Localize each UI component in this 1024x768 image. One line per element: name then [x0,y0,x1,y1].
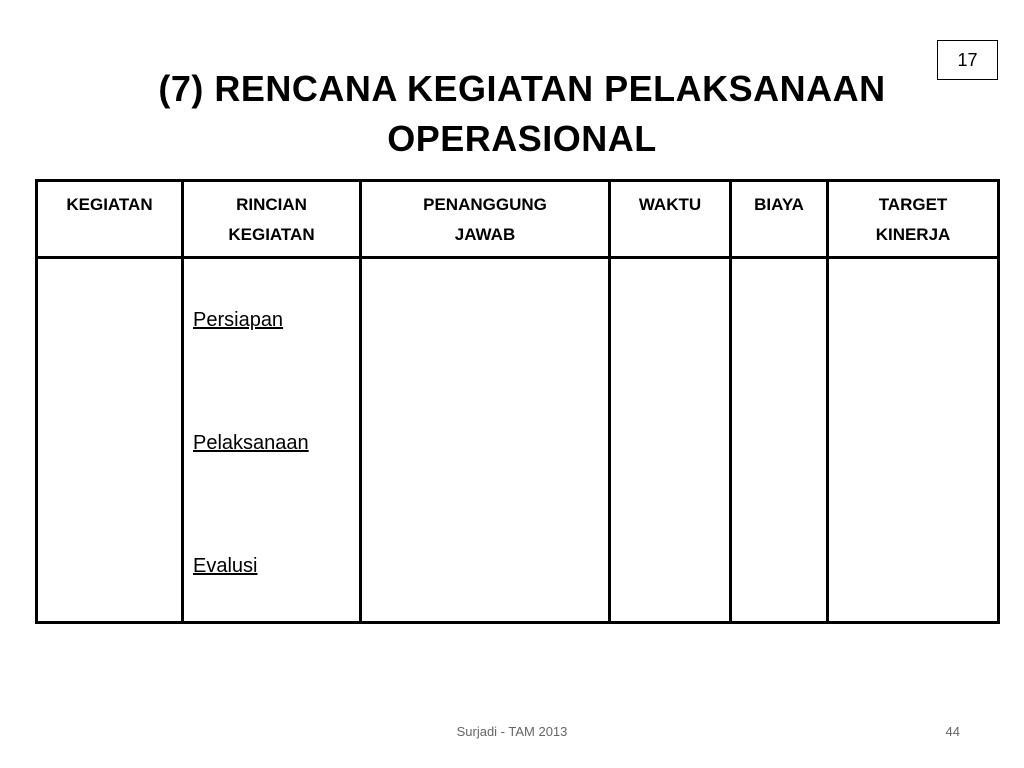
header-line: TARGET [878,195,948,214]
slide-number-badge: 17 [937,40,998,80]
header-waktu [610,181,731,258]
header-penanggung-jawab [361,181,610,258]
title-line-2: OPERASIONAL [387,118,657,159]
footer-text: Surjadi - TAM 2013 [456,724,568,739]
header-line: KEGIATAN [66,195,153,214]
cell-target-kinerja [828,258,999,623]
page-title [60,64,984,164]
header-target-kinerja [828,181,999,258]
step-item-pelaksanaan: Pelaksanaan [193,432,309,454]
header-rincian-kegiatan [183,181,361,258]
activity-plan-table [35,179,1000,624]
cell-penanggung-jawab [361,258,610,623]
step-item-evalusi: Evalusi [193,555,258,577]
header-line: RINCIAN [236,195,307,214]
cell-biaya [731,258,828,623]
header-kegiatan [37,181,183,258]
header-line: KINERJA [875,225,951,244]
cell-kegiatan [37,258,183,623]
page-number: 44 [945,724,960,739]
header-line: WAKTU [638,195,702,214]
step-list [184,259,359,621]
header-line: BIAYA [754,195,804,214]
cell-waktu [610,258,731,623]
cell-rincian-kegiatan [183,258,361,623]
title-line-1: (7) RENCANA KEGIATAN PELAKSANAAN [158,68,886,109]
table-header-row [37,181,999,258]
header-line: JAWAB [454,225,516,244]
header-line: KEGIATAN [228,225,315,244]
table-row [37,258,999,623]
step-item-persiapan: Persiapan [193,309,284,331]
header-biaya [731,181,828,258]
header-line: PENANGGUNG [423,195,547,214]
